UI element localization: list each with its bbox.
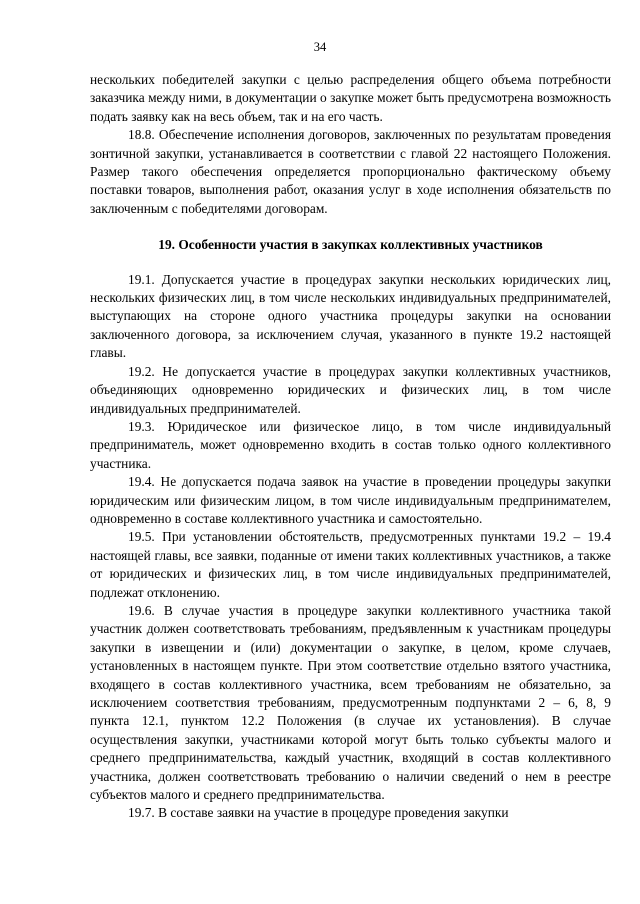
paragraph-19-7: 19.7. В составе заявки на участие в процедуре проведения закупки (128, 805, 509, 821)
paragraph-19-6: 19.6. В случае участия в процедуре закупки коллективного участника такой участник должен соответствовать требованиям, предъявленным к участникам процедуры закупки в извещении и (или) документации о закупке, в целом, кроме случаев, установленных в настоящем пункте. При этом соответствие отдельно взятого участника, входящего в состав коллективного участника, всем требованиям не обязательно, за исключением соответствия требованиям, предусмотренным подпунктами 2 – 6, 8, 9 пункта 12.1, пунктом 12.2 Положения (в случае их установления). В случае осуществления закупки, участниками которой могут быть только субъекты малого и среднего предпринимательства, каждый участник, входящий в состав коллективного участника, должен соответствовать требованию о наличии сведений о нем в реестре субъектов малого и среднего предпринимательства. (90, 602, 611, 803)
page-number: 34 (313, 40, 327, 54)
paragraph-18-8: 18.8. Обеспечение исполнения договоров, заключенных по результатам проведения зонтичной закупки, устанавливается в соответствии с главой 22 настоящего Положения. Размер такого обеспечения определяется пропорционально фактическому объему поставки товаров, выполнения работ, оказания услуг в ходе исполнения обязательств по заключенным с победителями договорам. (90, 127, 611, 216)
paragraph-19-2: 19.2. Не допускается участие в процедурах закупки коллективных участников, объединяющих одновременно юридических и физических лиц, в том числе индивидуальных предпринимателей. (90, 363, 611, 416)
section-heading: 19. Особенности участия в закупках коллективных участников (158, 237, 543, 253)
paragraph-continuation: нескольких победителей закупки с целью распределения общего объема потребности заказчика между ними, в документации о закупке может быть предусмотрена возможность подать заявку как на весь объем, так и на его часть. (90, 72, 611, 124)
paragraph-19-1: 19.1. Допускается участие в процедурах закупки нескольких юридических лиц, нескольких физических лиц, в том числе нескольких индивидуальных предпринимателей, выступающих на стороне одного участника процедуры закупки на основании заключенного договора, за исключением случая, указанного в пункте 19.2 настоящей главы. (90, 271, 611, 361)
document-body (90, 71, 611, 823)
paragraph-19-3: 19.3. Юридическое или физическое лицо, в том числе индивидуальный предприниматель, может одновременно входить в состав только одного коллективного участника. (90, 418, 611, 471)
paragraph-19-4: 19.4. Не допускается подача заявок на участие в проведении процедуры закупки юридическим или физическим лицом, в том числе индивидуальным предпринимателем, одновременно в составе коллективного участника и самостоятельно. (90, 474, 611, 526)
paragraph-19-5: 19.5. При установлении обстоятельств, предусмотренных пунктами 19.2 – 19.4 настоящей главы, все заявки, поданные от имени таких коллективных участников, а также от юридических и физических лиц, в том числе индивидуальных предпринимателей, подлежат отклонению. (90, 529, 611, 600)
